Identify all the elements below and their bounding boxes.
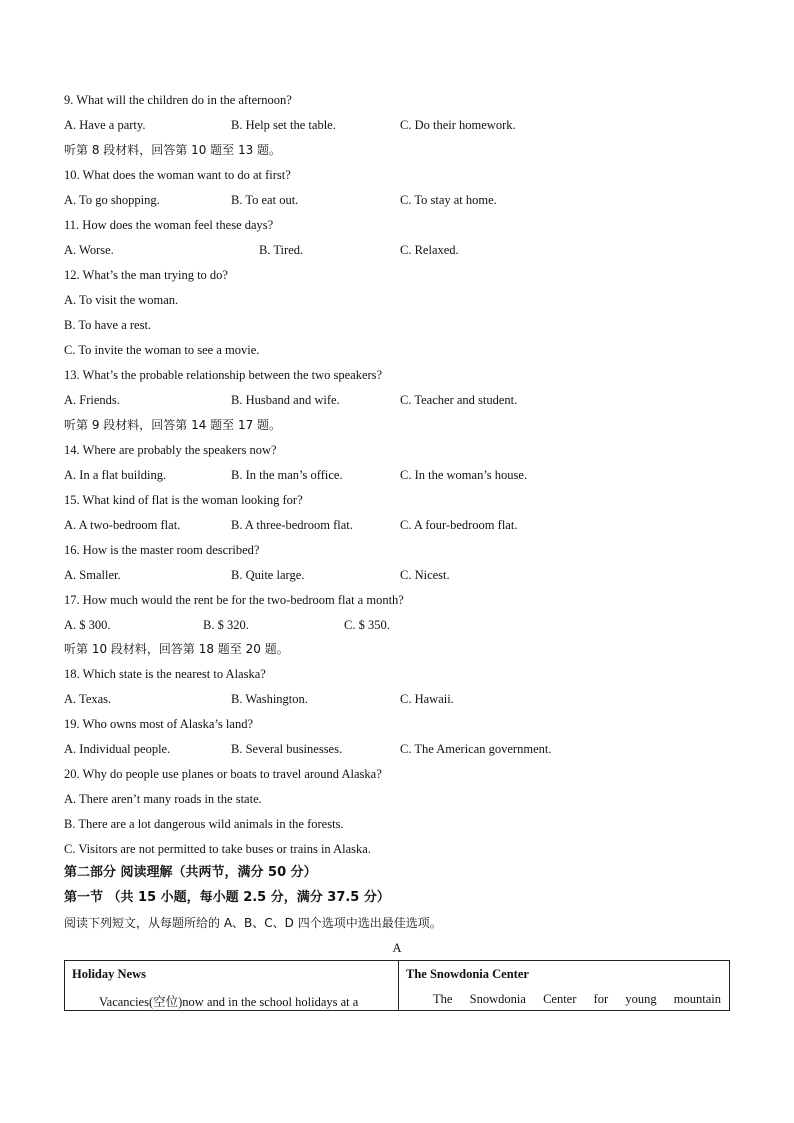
q13-option-b: B. Husband and wife. xyxy=(231,393,340,407)
question-20: 20. Why do people use planes or boats to travel around Alaska? xyxy=(64,767,382,781)
q20-option-a: A. There aren’t many roads in the state. xyxy=(64,792,262,806)
question-18: 18. Which state is the nearest to Alaska? xyxy=(64,667,266,681)
q15-option-b: B. A three-bedroom flat. xyxy=(231,518,353,532)
q11-option-c: C. Relaxed. xyxy=(400,243,459,257)
q19-option-b: B. Several businesses. xyxy=(231,742,343,756)
q17-option-a: A. $ 300. xyxy=(64,618,111,632)
q12-option-c: C. To invite the woman to see a movie. xyxy=(64,343,260,357)
q10-option-b: B. To eat out. xyxy=(231,193,299,207)
q10-option-c: C. To stay at home. xyxy=(400,193,497,207)
question-16: 16. How is the master room described? xyxy=(64,543,260,557)
q9-option-b: B. Help set the table. xyxy=(231,118,336,132)
question-11: 11. How does the woman feel these days? xyxy=(64,218,274,232)
passage-table xyxy=(64,960,730,1011)
question-12: 12. What’s the man trying to do? xyxy=(64,268,228,282)
right-cell-word: Center xyxy=(543,992,577,1006)
q16-option-c: C. Nicest. xyxy=(400,568,450,582)
part2-title: 第二部分 阅读理解（共两节，满分 50 分） xyxy=(64,865,317,880)
question-10: 10. What does the woman want to do at first? xyxy=(64,168,291,182)
q17-option-b: B. $ 320. xyxy=(203,618,249,632)
question-14: 14. Where are probably the speakers now? xyxy=(64,443,277,457)
instruction-segment-8: 听第 8 段材料，回答第 10 题至 13 题。 xyxy=(64,143,282,157)
right-cell-title: The Snowdonia Center xyxy=(406,967,529,981)
reading-direction: 阅读下列短文，从每题所给的 A、B、C、D 四个选项中选出最佳选项。 xyxy=(64,916,442,930)
q14-option-b: B. In the man’s office. xyxy=(231,468,343,482)
q11-option-b: B. Tired. xyxy=(259,243,304,257)
section1-title: 第一节 （共 15 小题，每小题 2.5 分，满分 37.5 分） xyxy=(64,890,390,905)
question-17: 17. How much would the rent be for the two-bedroom flat a month? xyxy=(64,593,404,607)
instruction-segment-9: 听第 9 段材料，回答第 14 题至 17 题。 xyxy=(64,418,282,432)
question-19: 19. Who owns most of Alaska’s land? xyxy=(64,717,253,731)
left-cell-title: Holiday News xyxy=(72,967,146,981)
q15-option-c: C. A four-bedroom flat. xyxy=(400,518,518,532)
q20-option-b: B. There are a lot dangerous wild animals in the forests. xyxy=(64,817,344,831)
q18-option-a: A. Texas. xyxy=(64,692,112,706)
q12-option-b: B. To have a rest. xyxy=(64,318,152,332)
question-13: 13. What’s the probable relationship between the two speakers? xyxy=(64,368,383,382)
q13-option-a: A. Friends. xyxy=(64,393,120,407)
q19-option-c: C. The American government. xyxy=(400,742,552,756)
table-divider xyxy=(398,961,399,1010)
q17-option-c: C. $ 350. xyxy=(344,618,390,632)
q18-option-b: B. Washington. xyxy=(231,692,308,706)
left-cell-text: Vacancies(空位)now and in the school holidays at a xyxy=(99,995,359,1009)
q14-option-a: A. In a flat building. xyxy=(64,468,167,482)
right-cell-word: for xyxy=(593,992,609,1006)
q10-option-a: A. To go shopping. xyxy=(64,193,160,207)
q9-option-c: C. Do their homework. xyxy=(400,118,516,132)
right-cell-word: The xyxy=(433,992,453,1006)
q14-option-c: C. In the woman’s house. xyxy=(400,468,528,482)
q9-option-a: A. Have a party. xyxy=(64,118,146,132)
q18-option-c: C. Hawaii. xyxy=(400,692,454,706)
right-cell-word: young xyxy=(625,992,657,1006)
q19-option-a: A. Individual people. xyxy=(64,742,171,756)
question-9: 9. What will the children do in the afternoon? xyxy=(64,93,292,107)
instruction-segment-10: 听第 10 段材料，回答第 18 题至 20 题。 xyxy=(64,642,289,656)
right-cell-text xyxy=(433,992,721,1007)
q16-option-b: B. Quite large. xyxy=(231,568,305,582)
q11-option-a: A. Worse. xyxy=(64,243,114,257)
q13-option-c: C. Teacher and student. xyxy=(400,393,518,407)
right-cell-word: mountain xyxy=(673,992,721,1006)
q12-option-a: A. To visit the woman. xyxy=(64,293,179,307)
q15-option-a: A. A two-bedroom flat. xyxy=(64,518,181,532)
q16-option-a: A. Smaller. xyxy=(64,568,121,582)
passage-letter: A xyxy=(392,941,402,955)
q20-option-c: C. Visitors are not permitted to take buses or trains in Alaska. xyxy=(64,842,371,856)
question-15: 15. What kind of flat is the woman looking for? xyxy=(64,493,303,507)
right-cell-word: Snowdonia xyxy=(469,992,526,1006)
